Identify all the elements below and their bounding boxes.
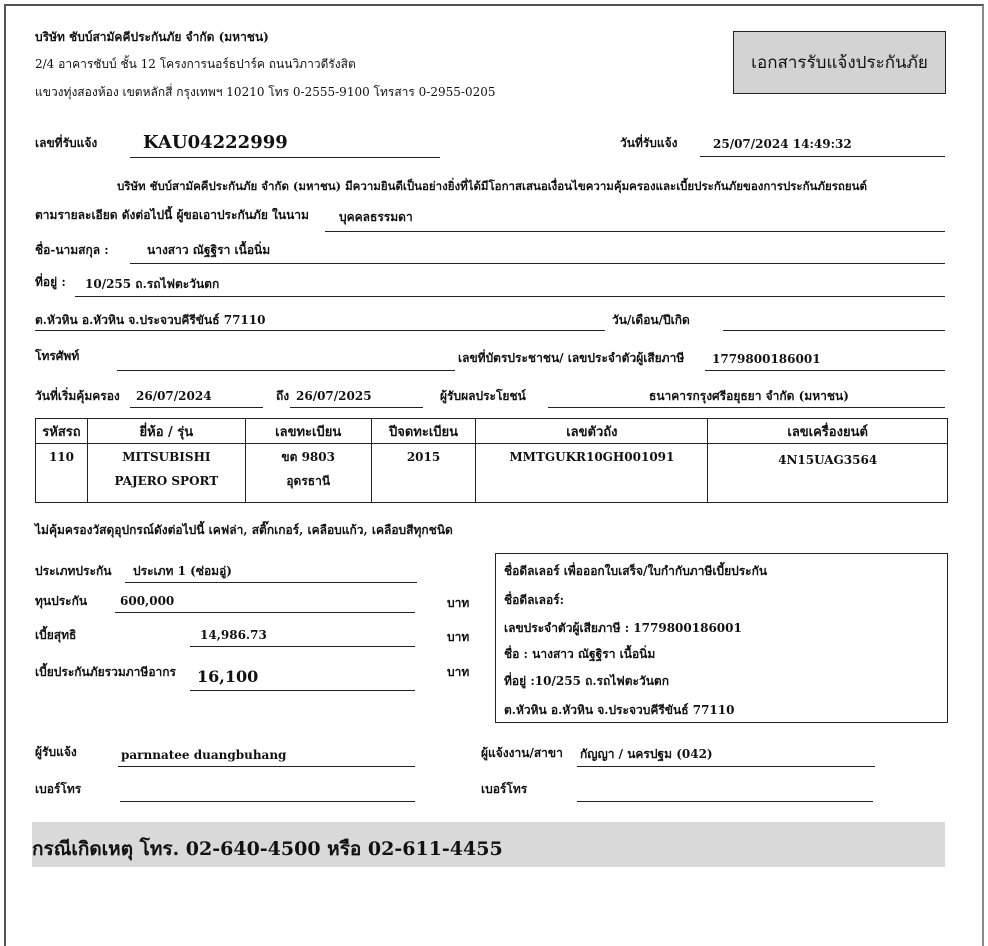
beneficiary-line	[548, 407, 945, 408]
intro-line-2: ตามรายละเอียด ดังต่อไปนี้ ผู้ขอเอาประกันภัย ในนาม	[35, 208, 309, 222]
branch-value: กัญญา / นครปฐม (042)	[580, 747, 713, 761]
reporter-phone-label: เบอร์โทร	[35, 782, 82, 796]
dealer-title: ชื่อดีลเลอร์ เพื่อออกใบเสร็จ/ใบกำกับภาษีเบี้ยประกัน	[504, 564, 768, 578]
reporter-name-line	[118, 766, 415, 767]
insured-address-2-line	[35, 330, 605, 331]
dealer-box	[495, 553, 948, 723]
header-plate: เลขทะเบียน	[245, 419, 371, 444]
sum-insured-label: ทุนประกัน	[35, 594, 88, 608]
insured-name-label: ชื่อ-นามสกุล :	[35, 243, 109, 257]
beneficiary-value: ธนาคารกรุงศรีอยุธยา จำกัด (มหาชน)	[649, 389, 849, 403]
total-premium-line	[190, 690, 415, 691]
cell-reg-year: 2015	[371, 444, 476, 503]
net-premium: 14,986.73	[200, 628, 267, 642]
cell-engine: 4N15UAG3564	[708, 444, 948, 503]
dealer-address-1: ที่อยู่ :10/255 ถ.รถไฟตะวันตก	[504, 674, 669, 688]
sum-insured: 600,000	[120, 594, 175, 608]
phone-line	[117, 370, 455, 371]
notice-number: KAU04222999	[143, 132, 288, 153]
sum-insured-line	[115, 612, 415, 613]
notice-date: 25/07/2024 14:49:32	[713, 137, 852, 151]
vehicle-province: อุดรธานี	[286, 474, 331, 488]
dob-line	[723, 330, 945, 331]
company-address-1: 2/4 อาคารชับบ์ ชั้น 12 โครงการนอร์ธปาร์ค ถนนวิภาวดีรังสิต	[35, 57, 356, 71]
insured-type-line	[325, 231, 945, 232]
coverage-start-label: วันที่เริ่มคุ้มครอง	[35, 389, 120, 403]
vehicle-table-header-row	[36, 419, 948, 444]
company-name: บริษัท ชับบ์สามัคคีประกันภัย จำกัด (มหาชน)	[35, 30, 269, 44]
notice-date-label: วันที่รับแจ้ง	[620, 136, 678, 150]
id-value: 1779800186001	[712, 352, 821, 366]
insured-address-1: 10/255 ถ.รถไฟตะวันตก	[85, 277, 220, 291]
header-make-model: ยี่ห้อ / รุ่น	[87, 419, 245, 444]
phone-label: โทรศัพท์	[35, 349, 80, 363]
net-currency: บาท	[447, 630, 470, 644]
coverage-start: 26/07/2024	[136, 389, 212, 403]
vehicle-table	[35, 418, 948, 503]
insured-name-line	[130, 263, 945, 264]
total-premium: 16,100	[197, 667, 259, 686]
coverage-start-line	[130, 407, 263, 408]
emergency-banner	[32, 822, 945, 867]
id-label: เลขที่บัตรประชาชน/ เลขประจำตัวผู้เสียภาษี	[458, 351, 685, 365]
total-premium-label: เบี้ยประกันภัยรวมภาษีอากร	[35, 665, 176, 679]
header-engine: เลขเครื่องยนต์	[708, 419, 948, 444]
dealer-tax-id: เลขประจำตัวผู้เสียภาษี : 1779800186001	[504, 621, 742, 635]
dealer-name-label: ชื่อดีลเลอร์:	[504, 593, 565, 607]
sum-currency: บาท	[447, 596, 470, 610]
dealer-address-2: ต.หัวหิน อ.หัวหิน จ.ประจวบคีรีขันธ์ 77110	[504, 703, 735, 717]
cell-make-model	[87, 444, 245, 503]
insurance-type: ประเภท 1 (ซ่อมอู่)	[133, 564, 232, 578]
branch-phone-line	[577, 801, 873, 802]
coverage-end: 26/07/2025	[296, 389, 372, 403]
emergency-phone-text: กรณีเกิดเหตุ โทร. 02-640-4500 หรือ 02-611-4455	[32, 838, 503, 860]
header-reg-year: ปีจดทะเบียน	[371, 419, 476, 444]
insured-address-label: ที่อยู่ :	[35, 275, 66, 289]
notice-date-line	[700, 156, 945, 157]
insurance-type-label: ประเภทประกัน	[35, 564, 112, 578]
total-currency: บาท	[447, 665, 470, 679]
cell-chassis: MMTGUKR10GH001091	[476, 444, 708, 503]
company-address-2: แขวงทุ่งสองห้อง เขตหลักสี่ กรุงเทพฯ 10210 โทร 0-2555-9100 โทรสาร 0-2955-0205	[35, 85, 496, 99]
insured-name: นางสาว ณัฐฐิรา เนื้อนิ่ม	[147, 243, 271, 257]
net-premium-label: เบี้ยสุทธิ	[35, 628, 77, 642]
header-vehicle-code: รหัสรถ	[36, 419, 88, 444]
branch-line	[577, 766, 875, 767]
id-line	[705, 370, 945, 371]
notice-number-line	[130, 157, 440, 158]
dob-label: วัน/เดือน/ปีเกิด	[612, 313, 690, 327]
beneficiary-label: ผู้รับผลประโยชน์	[440, 389, 526, 403]
insured-type: บุคคลธรรมดา	[339, 210, 413, 224]
dealer-person-name: ชื่อ : นางสาว ณัฐฐิรา เนื้อนิ่ม	[504, 647, 656, 661]
branch-phone-label: เบอร์โทร	[481, 782, 528, 796]
notice-number-label: เลขที่รับแจ้ง	[35, 136, 98, 150]
reporter-label: ผู้รับแจ้ง	[35, 745, 77, 759]
cell-vehicle-code: 110	[36, 444, 88, 503]
intro-line-1: บริษัท ชับบ์สามัคคีประกันภัย จำกัด (มหาชน) มีความยินดีเป็นอย่างยิ่งที่ได้มีโอกาสเสนอเงื่อนไขความคุ้มครองและเบี้ยประกันภัยของการประกันภัยรถยนต์	[117, 179, 867, 193]
net-premium-line	[190, 646, 415, 647]
document-title: เอกสารรับแจ้งประกันภัย	[733, 31, 946, 94]
coverage-to-label: ถึง	[276, 389, 290, 403]
vehicle-plate: ขต 9803	[281, 450, 335, 464]
reporter-phone-line	[120, 801, 415, 802]
table-row	[36, 444, 948, 503]
reporter-name: parnnatee duangbuhang	[121, 748, 287, 762]
insured-address-line	[75, 296, 945, 297]
cell-plate	[245, 444, 371, 503]
insured-address-2: ต.หัวหิน อ.หัวหิน จ.ประจวบคีรีขันธ์ 77110	[35, 313, 266, 327]
vehicle-make: MITSUBISHI	[122, 450, 211, 464]
header-chassis: เลขตัวถัง	[476, 419, 708, 444]
insurance-type-line	[125, 582, 417, 583]
vehicle-model: PAJERO SPORT	[114, 474, 219, 488]
exclusion-note: ไม่คุ้มครองวัสดุอุปกรณ์ดังต่อไปนี้ เคฟล่า, สติ๊กเกอร์, เคลือบแก้ว, เคลือบสีทุกชนิด	[35, 523, 453, 537]
branch-label: ผู้แจ้งงาน/สาขา	[481, 746, 563, 760]
coverage-end-line	[290, 407, 423, 408]
